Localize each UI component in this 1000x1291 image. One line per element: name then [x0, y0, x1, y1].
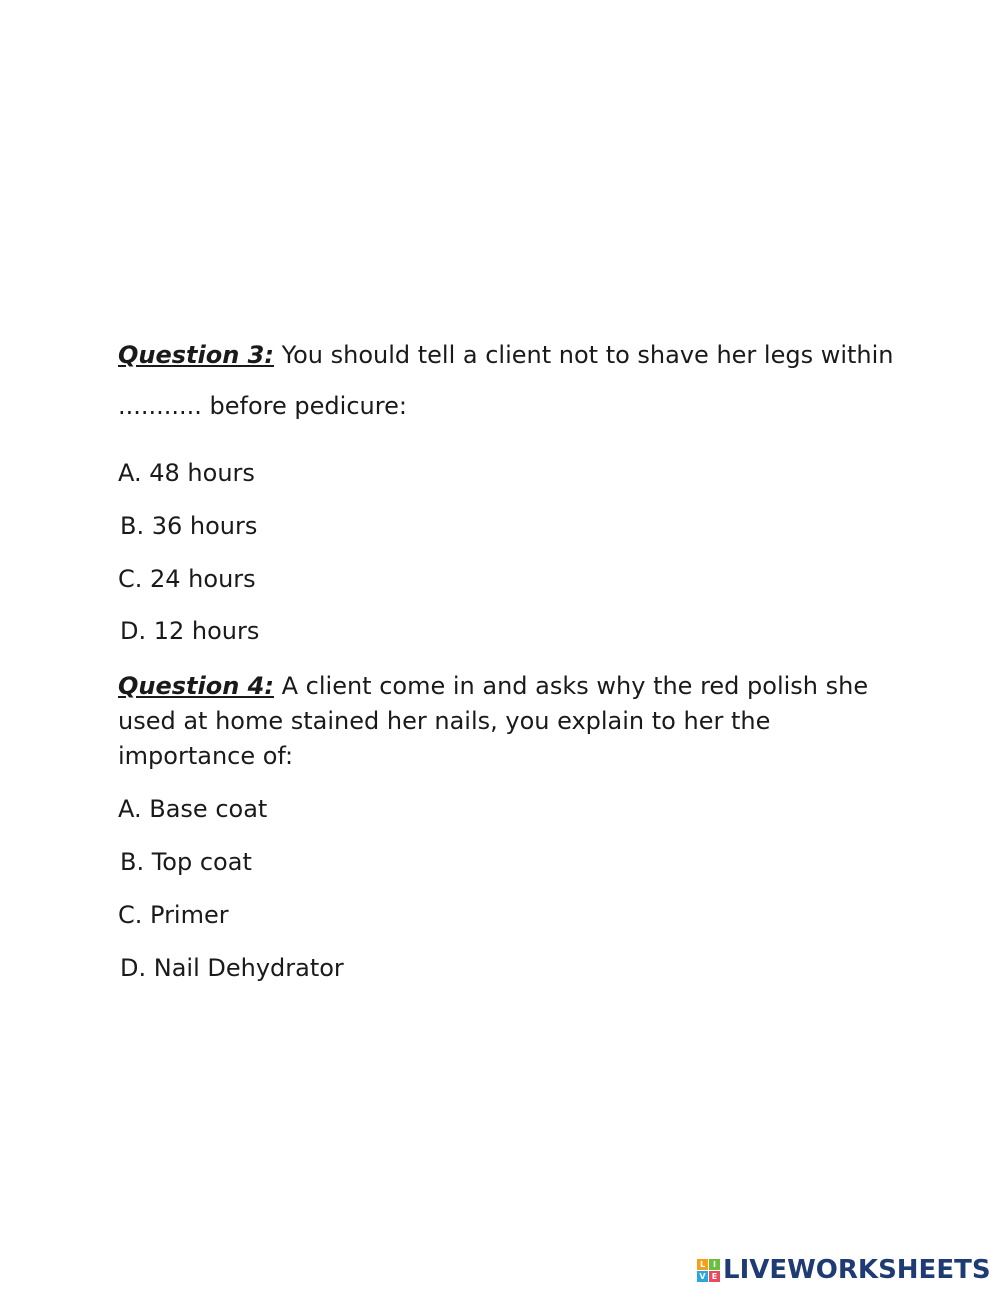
question-4-text-1: A client come in and asks why the red polish she: [273, 672, 869, 700]
question-4-line-2: [118, 706, 770, 736]
logo-text: LIVEWORKSHEETS: [723, 1255, 991, 1285]
logo-mark-letter-l: L: [697, 1259, 708, 1270]
question-3-line-2: [118, 391, 407, 421]
question-4-text-3: importance of:: [118, 742, 294, 770]
question-3-option-a[interactable]: A. 48 hours: [118, 459, 255, 487]
question-4-option-a[interactable]: A. Base coat: [118, 795, 268, 823]
question-4-label: Question 4:: [118, 672, 274, 700]
question-4-option-c[interactable]: C. Primer: [118, 901, 229, 929]
question-3-text-1: You should tell a client not to shave her legs within: [273, 341, 894, 369]
logo-mark-letter-i: I: [709, 1259, 720, 1270]
question-3-option-d[interactable]: D. 12 hours: [120, 617, 260, 645]
question-4-line-3: [118, 741, 293, 771]
question-4-option-d[interactable]: D. Nail Dehydrator: [120, 954, 344, 982]
logo-mark-icon: [697, 1259, 720, 1282]
question-3-option-b[interactable]: B. 36 hours: [120, 512, 258, 540]
question-3-option-c[interactable]: C. 24 hours: [118, 565, 256, 593]
question-4-line-1: [118, 671, 868, 701]
logo-mark-letter-v: V: [697, 1271, 708, 1282]
question-3-text-2: ........... before pedicure:: [118, 392, 407, 420]
question-3-label: Question 3:: [118, 341, 274, 369]
question-4-option-b[interactable]: B. Top coat: [120, 848, 252, 876]
question-3-line-1: [118, 340, 894, 370]
liveworksheets-logo: [697, 1256, 991, 1284]
question-4-text-2: used at home stained her nails, you explain to her the: [118, 707, 771, 735]
logo-mark-letter-e: E: [709, 1271, 720, 1282]
